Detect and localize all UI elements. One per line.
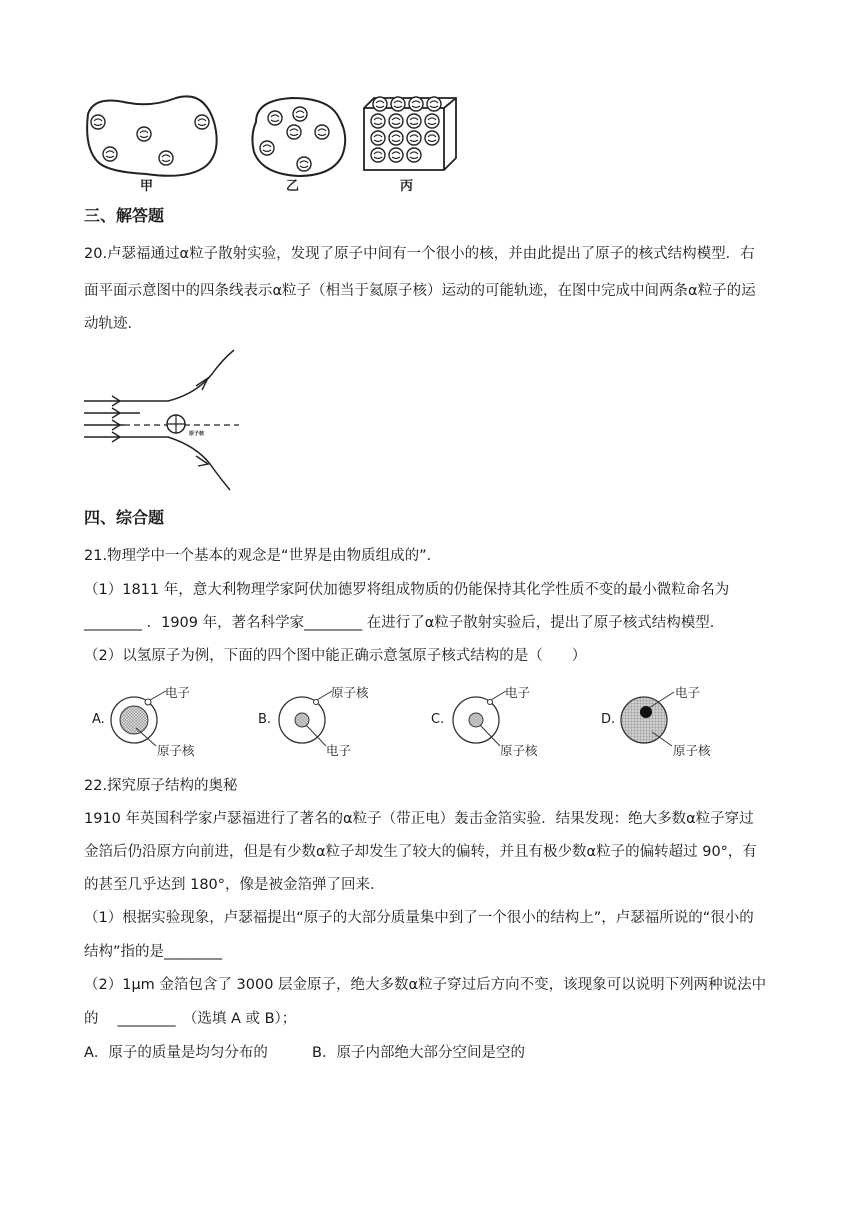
nucleus-label: 原子核	[189, 431, 205, 437]
q21-stem: 21.物理学中一个基本的观念是“世界是由物质组成的”．	[84, 548, 442, 564]
caption-bing: 丙	[400, 179, 414, 194]
caption-yi: 乙	[286, 179, 300, 194]
alpha-scattering-figure	[84, 344, 244, 494]
q22-part1-line1: （1）根据实验现象，卢瑟福提出“原子的大部分质量集中到了一个很小的结构上”，卢瑟福所说的“很小的	[84, 910, 754, 926]
q20-line-1: 20.卢瑟福通过α粒子散射实验，发现了原子中间有一个很小的核，并由此提出了原子的核式结构模型．右	[84, 246, 755, 262]
q22-intro-line1: 1910 年英国科学家卢瑟福进行了著名的α粒子（带正电）轰击金箔实验．结果发现：绝大多数α粒子穿过	[84, 811, 754, 827]
q22-title: 22.探究原子结构的奥秘	[84, 778, 238, 794]
caption-jia: 甲	[140, 179, 154, 194]
option-b-letter[interactable]: B.	[258, 712, 272, 727]
q21-part1-line2: ________ ．1909 年，著名科学家________ 在进行了α粒子散射实验后，提出了原子核式结构模型．	[84, 615, 725, 631]
section-heading-4: 四、综合题	[84, 508, 165, 527]
q22-part2-line2: 的 ________ （选填 A 或 B）；	[84, 1011, 297, 1027]
gas-container	[87, 96, 217, 175]
option-c-top-label: 电子	[505, 685, 531, 700]
q21-part1-line1: （1）1811 年，意大利物理学家阿伏加德罗将组成物质的仍能保持其化学性质不变的最小微粒命名为	[84, 582, 730, 598]
option-a-letter[interactable]: A.	[92, 712, 105, 727]
option-b-top-label: 原子核	[331, 685, 369, 700]
section-heading-3: 三、解答题	[84, 206, 165, 225]
q20-line-3: 动轨迹．	[84, 316, 142, 332]
option-c-letter[interactable]: C.	[431, 712, 445, 727]
q22-choice-b: B．原子内部绝大部分空间是空的	[312, 1045, 525, 1061]
option-d-letter[interactable]: D.	[601, 712, 616, 727]
q22-intro-line2: 金箔后仍沿原方向前进，但是有少数α粒子却发生了较大的偏转，并且有极少数α粒子的偏转超过 90°，有	[84, 844, 757, 860]
solid-molecules	[371, 97, 441, 162]
option-a-top-label: 电子	[165, 685, 191, 700]
q21-part2: （2）以氢原子为例，下面的四个图中能正确示意氢原子核式结构的是（ ）	[84, 648, 587, 664]
q22-choice-a: A．原子的质量是均匀分布的	[84, 1045, 268, 1061]
option-b-bottom-label: 电子	[326, 743, 352, 758]
option-c-bottom-label: 原子核	[500, 743, 538, 758]
q20-line-2: 面平面示意图中的四条线表示α粒子（相当于氦原子核）运动的可能轨迹，在图中完成中间两条α粒子的运	[84, 283, 756, 299]
q22-part1-line2: 结构”指的是________	[84, 944, 223, 960]
option-d-bottom-label: 原子核	[673, 743, 711, 758]
option-a-bottom-label: 原子核	[157, 743, 195, 758]
q22-part2-line1: （2）1μm 金箔包含了 3000 层金原子，绝大多数α粒子穿过后方向不变，该现象可以说明下列两种说法中	[84, 977, 767, 993]
option-d-top-label: 电子	[675, 685, 701, 700]
q22-intro-line3: 的甚至几乎达到 180°，像是被金箔弹了回来．	[84, 877, 385, 893]
